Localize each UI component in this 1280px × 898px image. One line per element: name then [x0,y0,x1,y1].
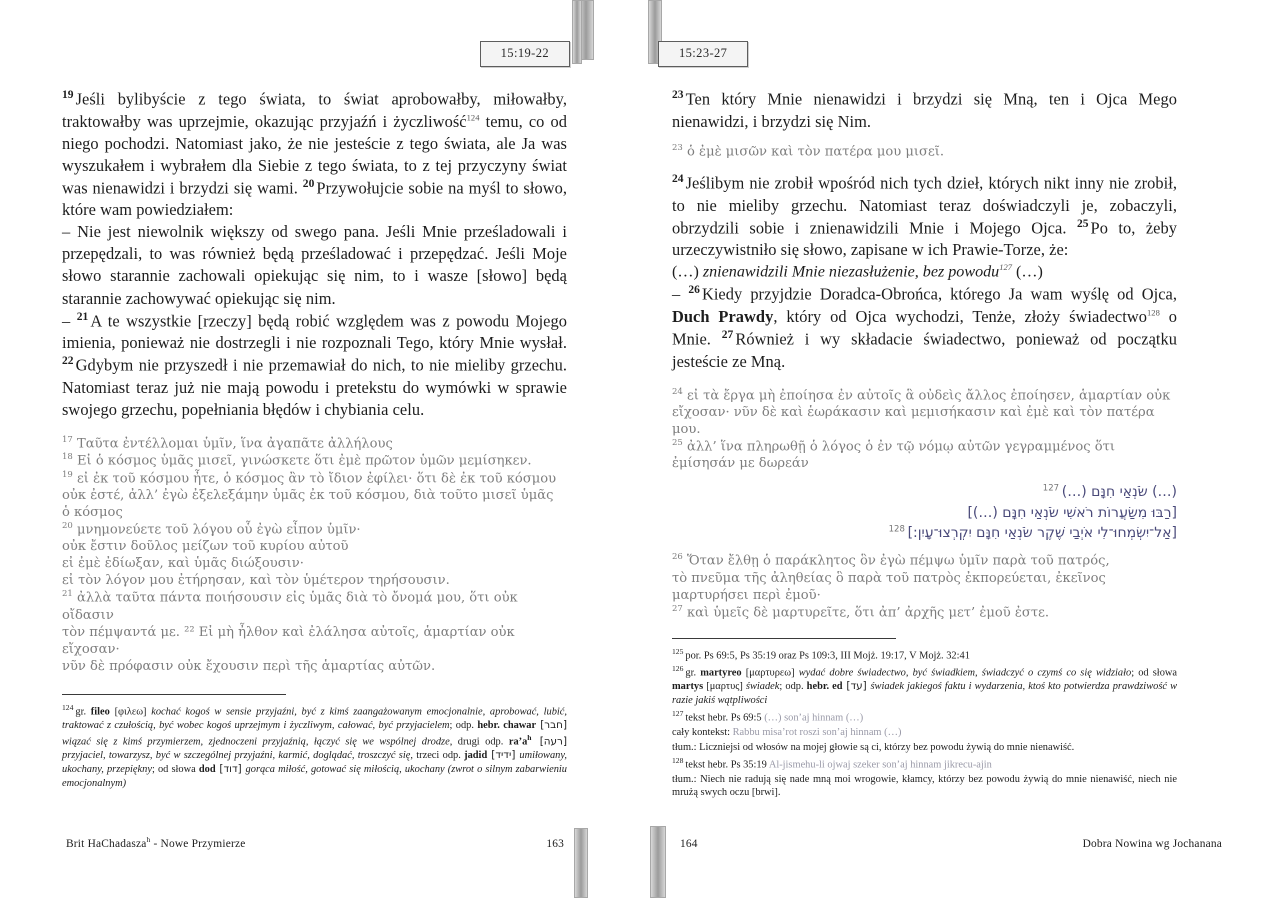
greek-line [62,452,567,469]
footnote-text-part: [μαρτυρεω] [741,667,799,679]
verse-22-text: Gdybym nie przyszedł i nie przemawiał do nich, to nie mieliby grzechu. Natomiast teraz już nie mają powodu i pretekstu do wymówki w sprawie swojego grzechu, popełniania błędów i chybiania celu. [62,355,567,419]
footnote-text-part: [ידיד] [487,749,520,762]
verse-19-text-after-footnote: temu, co od niego pochodzi. Natomiast jako, że nie jesteście z tego świata, ale Ja was wyszukałem i wybrałem dla Siebie z tego świata, to z tej przyczyny świat was nienawidzi i brzydzi się wami. [62,111,568,198]
right-page-number: 164 [680,838,698,850]
greek-line-text: εἰ ἐμὲ ἐδίωξαν, καὶ ὑμᾶς διώξουσιν· [62,556,304,572]
left-page-edge-strip [572,0,582,64]
greek-line [62,538,567,555]
footnote-text-part: [רעה] [533,735,567,748]
greek-line [62,624,567,658]
footnote-text-part: , drugi odp. [449,736,509,748]
greek-line [62,589,567,623]
hebrew-footnote-marker[interactable]: 127 [1042,483,1062,494]
hebrew-line-text: [רַבּוּ מִשַּׂעֲרוֹת רֹאשִׁי שֹׂנְאַי חִנָּם (…)] [967,504,1177,521]
greek-line [672,387,1177,404]
verse-number-23: 23 [672,89,684,101]
footnote-text-part: ; od słowa [1131,667,1178,679]
verse-26-dash: – [672,284,681,304]
left-page-number: 163 [546,838,564,850]
greek-line-text: καὶ ὑμεῖς δὲ μαρτυρεῖτε, ὅτι ἀπ’ ἀρχῆς μετ’ ἐμοῦ ἐστε. [687,605,1050,621]
footnote-item [672,709,1177,725]
right-page-edge-strip-lower [650,826,666,898]
greek-line-text: ἐμίσησάν με δωρεάν [672,456,809,472]
footnote-text-part: (…) son’aj hinnam (…) [764,712,864,724]
left-page-text-column [62,88,567,675]
hebrew-line-text: [אַל־יִשְׂמְחוּ־לִי אֹיְבַי שֶׁקֶר שֹׂנְאַי חִנָּם יִקְרְצוּ־עָיִן:] [907,525,1177,542]
greek-line [62,555,567,572]
greek-line [62,658,567,675]
footnote-text-part: ; odp. [449,720,478,732]
footnote-item [672,647,1177,663]
greek-line [62,470,567,487]
greek-line-text: εἰ τὸν λόγον μου ἐτήρησαν, καὶ τὸν ὑμέτερον τηρήσουσιν. [62,573,450,589]
footnote-number: 124 [62,703,74,712]
greek-verse-number: 21 [62,589,73,600]
greek-verse-sup-23: 23 [672,142,683,153]
verse-range-header-left: 15:19-22 [480,41,570,67]
footnote-separator-rule [62,694,286,695]
greek-line [672,604,1177,621]
greek-line-text: μνημονεύετε τοῦ λόγου οὗ ἐγὼ εἶπον ὑμῖν· [77,522,361,538]
footer-title-superscript: h [146,835,151,845]
footnote-marker-127[interactable]: 127 [999,262,1012,273]
footnote-number: 125 [672,647,684,656]
greek-verse-text-23: ὁ ἐμὲ μισῶν καὶ τὸν πατέρα μου μισεῖ. [687,143,945,159]
hebrew-line [672,523,1177,543]
footnote-text-part: fileo [90,706,110,718]
verse-21-22-paragraph [62,310,567,421]
greek-verse-number: 24 [672,386,683,397]
hebrew-line-text: (…) שֹׂנְאַי חִנָּם (…) [1061,484,1177,501]
left-page-dash-speech: – Nie jest niewolnik większy od swego pana. Jeśli Mnie prześladowali i przepędzali, to was również będą prześladować i przepędzać. Jeśli Moje słowo starannie zachowali opiekując się nim, to i wasze [słowo] będą starannie zachowywać opiekując się nim. [62,222,567,308]
footnote-text-part: kochać kogoś w sensie przyjaźni, być z kimś zaangażowanym emocjonalnie, aprobować, lubić, traktować z czułością, być wobec kogoś uprzejmym i życzliwym, całować, być przyjacielem [62,706,567,732]
citation-italic-text: znienawidzili Mnie niezasłużenie, bez powodu [702,263,1000,281]
scripture-citation-line [672,262,1177,283]
footnote-text-part: [μαρτυς] [703,681,746,693]
greek-line [672,404,1177,438]
footnote-text-part: hebr. ed [806,681,843,693]
verse-23-text: Ten który Mnie nienawidzi i brzydzi się Mną, ten i Ojca Mego nienawidzi, i brzydzi się Nim. [672,89,1177,131]
right-page-greek-block-1 [672,387,1177,473]
footnote-number: 128 [672,755,684,765]
verse-range-header-right: 15:23-27 [658,41,748,67]
footnote-text-part: Rabbu misa’rot roszi son’aj hinnam (…) [732,727,902,739]
verse-number-27: 27 [721,329,734,342]
footnote-marker-124[interactable]: 124 [466,112,480,123]
greek-verse-number: 20 [62,520,73,531]
greek-verse-number: 25 [672,438,683,449]
verse-25-text: Po to, żeby urzeczywistniło się słowo, zapisane w ich Prawie-Torze, że: [672,218,1177,260]
footnote-text-part: [דוד] [215,762,246,775]
greek-line [62,435,567,452]
greek-line-text: Ταῦτα ἐντέλλομαι ὑμῖν, ἵνα ἀγαπᾶτε ἀλλήλους [77,436,393,452]
footnote-item [672,756,1177,772]
footnote-item [672,726,1177,740]
footnote-text-part: [φιλεω] [109,706,152,718]
greek-verse-number: 27 [672,603,683,614]
hebrew-footnote-marker[interactable]: 128 [888,524,908,535]
footnote-text-part: ra’a [508,736,528,748]
verse-21-text: A te wszystkie [rzeczy] będą robić względem was z powodu Mojego imienia, ponieważ nie dostrzegli i nie rozpoznali Tego, który Mnie wysłał. [62,311,567,353]
footnote-text-part: martys [672,681,704,693]
verse-24-25-paragraph [672,172,1177,261]
footnote-text-part: tekst hebr. Ps 69:5 [685,712,765,724]
greek-line-text: οὐκ ἔστιν δοῦλος μείζων τοῦ κυρίου αὐτοῦ [62,539,349,555]
greek-line-text: οὐκ ἐστέ, ἀλλ’ ἐγὼ ἐξελεξάμην ὑμᾶς ἐκ τοῦ κόσμου, διὰ τοῦτο μισεῖ ὑμᾶς [62,487,554,503]
verse-number-25: 25 [1076,217,1089,230]
greek-inline-verse-23 [672,143,1177,160]
verse-26-27-paragraph [672,283,1177,372]
footnote-text-part: tekst hebr. Ps 35:19 [685,759,769,771]
footnote-text-part: tłum.: Niech nie radują się nade mną moi wrogowie, kłamcy, którzy bez powodu żywią do mnie nienawiść, niech nie mrużą swych oczu [brwi]. [672,773,1177,799]
greek-line-text: Ὅταν ἔλθῃ ὁ παράκλητος ὃν ἐγὼ πέμψω ὑμῖν παρὰ τοῦ πατρός, [687,553,1110,569]
greek-line-text: τὸν πέμψαντά με. ²² Εἰ μὴ ἦλθον καὶ ἐλάλησα αὐτοῖς, ἁμαρτίαν οὐκ εἴχοσαν· [62,624,515,657]
footnote-text-part: gorąca miłość, gotować się miłością, ukochany (zwrot o silnym zabarwieniu emocjonalnym) [62,763,567,789]
footnote-item [672,741,1177,755]
footnote-text-part: świadek [745,681,780,693]
footnote-text-part: ; odp. [779,681,807,693]
verse-20-text: Przywołujcie sobie na myśl to słowo, które wam powiedziałem: [62,178,567,220]
hebrew-line [672,482,1177,502]
greek-line-text: εἰ τὰ ἔργα μὴ ἐποίησα ἐν αὐτοῖς ἃ οὐδεὶς ἄλλος ἐποίησεν, ἁμαρτίαν οὐκ [687,387,1171,403]
footnote-text-part: dod [198,763,216,775]
greek-line [672,570,1177,587]
greek-line-text: νῦν δὲ πρόφασιν οὐκ ἔχουσιν περὶ τῆς ἁμαρτίας αὐτῶν. [62,658,436,674]
footnote-text-part: h [527,732,532,742]
footnote-text-part: umiłowany, ukochany, przepiękny [62,750,568,775]
hebrew-line [672,503,1177,523]
right-page-footer-title: Dobra Nowina wg Jochanana [1082,838,1222,850]
greek-line-text: ὁ κόσμος [62,504,123,520]
greek-line [62,572,567,589]
footnote-text-part: jadid [464,750,488,762]
greek-line-text: μαρτυρήσει περὶ ἐμοῦ· [672,587,821,603]
greek-line [672,455,1177,472]
footnote-text-part: cały kontekst: [672,727,733,739]
footnote-separator-rule-right [672,638,896,639]
footnote-text-part: [חבר] [536,719,568,732]
footnote-text-part: , trzeci odp. [410,750,465,762]
greek-verse-number: 17 [62,434,73,445]
footnote-text-part: por. Ps 69:5, Ps 35:19 oraz Ps 109:3, III Mojż. 19:17, V Mojż. 32:41 [685,650,970,662]
footer-title-rest: - Nowe Przymierze [150,838,246,850]
greek-line [672,552,1177,569]
greek-line [62,487,567,504]
greek-line-text: εἰ ἐκ τοῦ κόσμου ἦτε, ὁ κόσμος ἂν τὸ ἴδιον ἐφίλει· ὅτι δὲ ἐκ τοῦ κόσμου [77,470,557,486]
left-page-edge-strip-lower [574,828,588,898]
footnote-text-part: wiązać się z kimś przymierzem, zjednoczeni przyjaźnią, łączyć się we wspólnej drodze [62,736,450,748]
right-page-text-column [672,88,1177,621]
greek-verse-number: 26 [672,552,683,563]
greek-line [62,521,567,538]
greek-line-text: ἀλλὰ ταῦτα πάντα ποιήσουσιν εἰς ὑμᾶς διὰ τὸ ὄνομά μου, ὅτι οὐκ οἴδασιν [62,590,518,623]
verse-27-text: Również i wy składacie świadectwo, ponieważ od początku jesteście ze Mną. [672,329,1177,371]
verse-number-22: 22 [62,355,74,368]
footnote-text-part: wydać dobre świadectwo, być świadkiem, świadczyć o czymś co się widziało [798,667,1132,679]
footnote-text-part: świadek jakiegoś faktu i wydarzenia, ktoś kto potwierdza prawdziwość w razie jakiś wątpliwości [672,681,1177,707]
footnote-text-part: ; od słowa [151,763,199,775]
right-page [640,0,1280,898]
footnote-item [672,664,1177,708]
greek-line [62,504,567,521]
verse-24-text: Jeślibym nie zrobił wpośród nich tych dzieł, których nikt inny nie zrobił, to nie mieliby grzechu. Natomiast teraz doświadczyli je, zobaczyli, obrzydzili sobie i znienawidzili Mnie i Mojego Ojca. [672,173,1177,238]
citation-ellipsis-after: (…) [1011,263,1043,281]
greek-line-text: Εἰ ὁ κόσμος ὑμᾶς μισεῖ, γινώσκετε ὅτι ἐμὲ πρῶτον ὑμῶν μεμίσηκεν. [77,453,532,469]
footnote-number: 126 [672,664,684,674]
left-page-greek-block [62,435,567,675]
verse-19-paragraph [62,88,567,221]
footnote-text-part: [עד] [842,680,871,693]
right-page-greek-block-2 [672,552,1177,621]
right-page-footnotes [672,638,1177,801]
footnote-text-part: gr. [75,706,91,718]
verse-number-19: 19 [62,89,74,101]
footnote-text-part: gr. [685,667,701,679]
footnote-text-part: hebr. chawar [477,720,537,732]
footnote-item [672,773,1177,800]
verse-21-dash: – [62,311,71,331]
footnote-text-part: martyreo [700,667,742,679]
left-page-footnotes [62,694,567,791]
footnote-text-part: Al-jismehu-li ojwaj szeker son’aj hinnam jikrecu-ajin [768,759,992,771]
verse-number-26: 26 [688,284,700,297]
greek-line-text: ἀλλ’ ἵνα πληρωθῇ ὁ λόγος ὁ ἐν τῷ νόμῳ αὐτῶν γεγραμμένος ὅτι [687,439,1115,455]
verse-26-text-b: , który od Ojca wychodzi, Tenże, złoży świadectwo [773,306,1147,326]
greek-verse-number: 18 [62,452,73,463]
footnote-text-part: tłum.: Liczniejsi od włosów na mojej głowie są ci, którzy bez powodu żywią do mnie nienawiść. [672,741,1075,753]
greek-line [672,438,1177,455]
greek-line-text: τὸ πνεῦμα τῆς ἀληθείας ὃ παρὰ τοῦ πατρὸς ἐκπορεύεται, ἐκεῖνος [672,570,1106,586]
footnote-marker-128[interactable]: 128 [1146,307,1160,318]
footnote-number: 127 [672,708,684,718]
footer-book-title: Brit HaChadasza [66,838,147,850]
left-page-footer-title [66,835,245,850]
verse-19-text-before-footnote: Jeśli bylibyście z tego świata, to świat aprobowałby, miłowałby, traktowałby was uprzejmie, okazując przyjaźń i życzliwość [62,89,567,131]
verse-number-24: 24 [672,172,684,185]
verse-number-21: 21 [76,310,89,323]
footnote-text-part: przyjaciel, towarzysz, być w szczególnej przyjaźni, karmić, doglądać, troszczyć się [62,750,411,762]
verse-26-text-a: Kiedy przyjdzie Doradca-Obrońca, którego Ja wam wyślę od Ojca, [701,284,1177,304]
verse-26-bold-phrase: Duch Prawdy [672,306,774,326]
verse-26-text-c: o Mnie. [672,306,1177,349]
greek-verse-number: 19 [62,469,73,480]
greek-line [672,587,1177,604]
greek-line-text: εἴχοσαν· νῦν δὲ καὶ ἑωράκασιν καὶ μεμισήκασιν καὶ ἐμὲ καὶ τὸν πατέρα μου. [672,405,1155,438]
verse-23-paragraph [672,88,1177,133]
footnote-item [62,703,567,790]
right-page-hebrew-block [672,482,1177,543]
verse-number-20: 20 [302,177,315,190]
citation-ellipsis-before: (…) [672,263,703,281]
